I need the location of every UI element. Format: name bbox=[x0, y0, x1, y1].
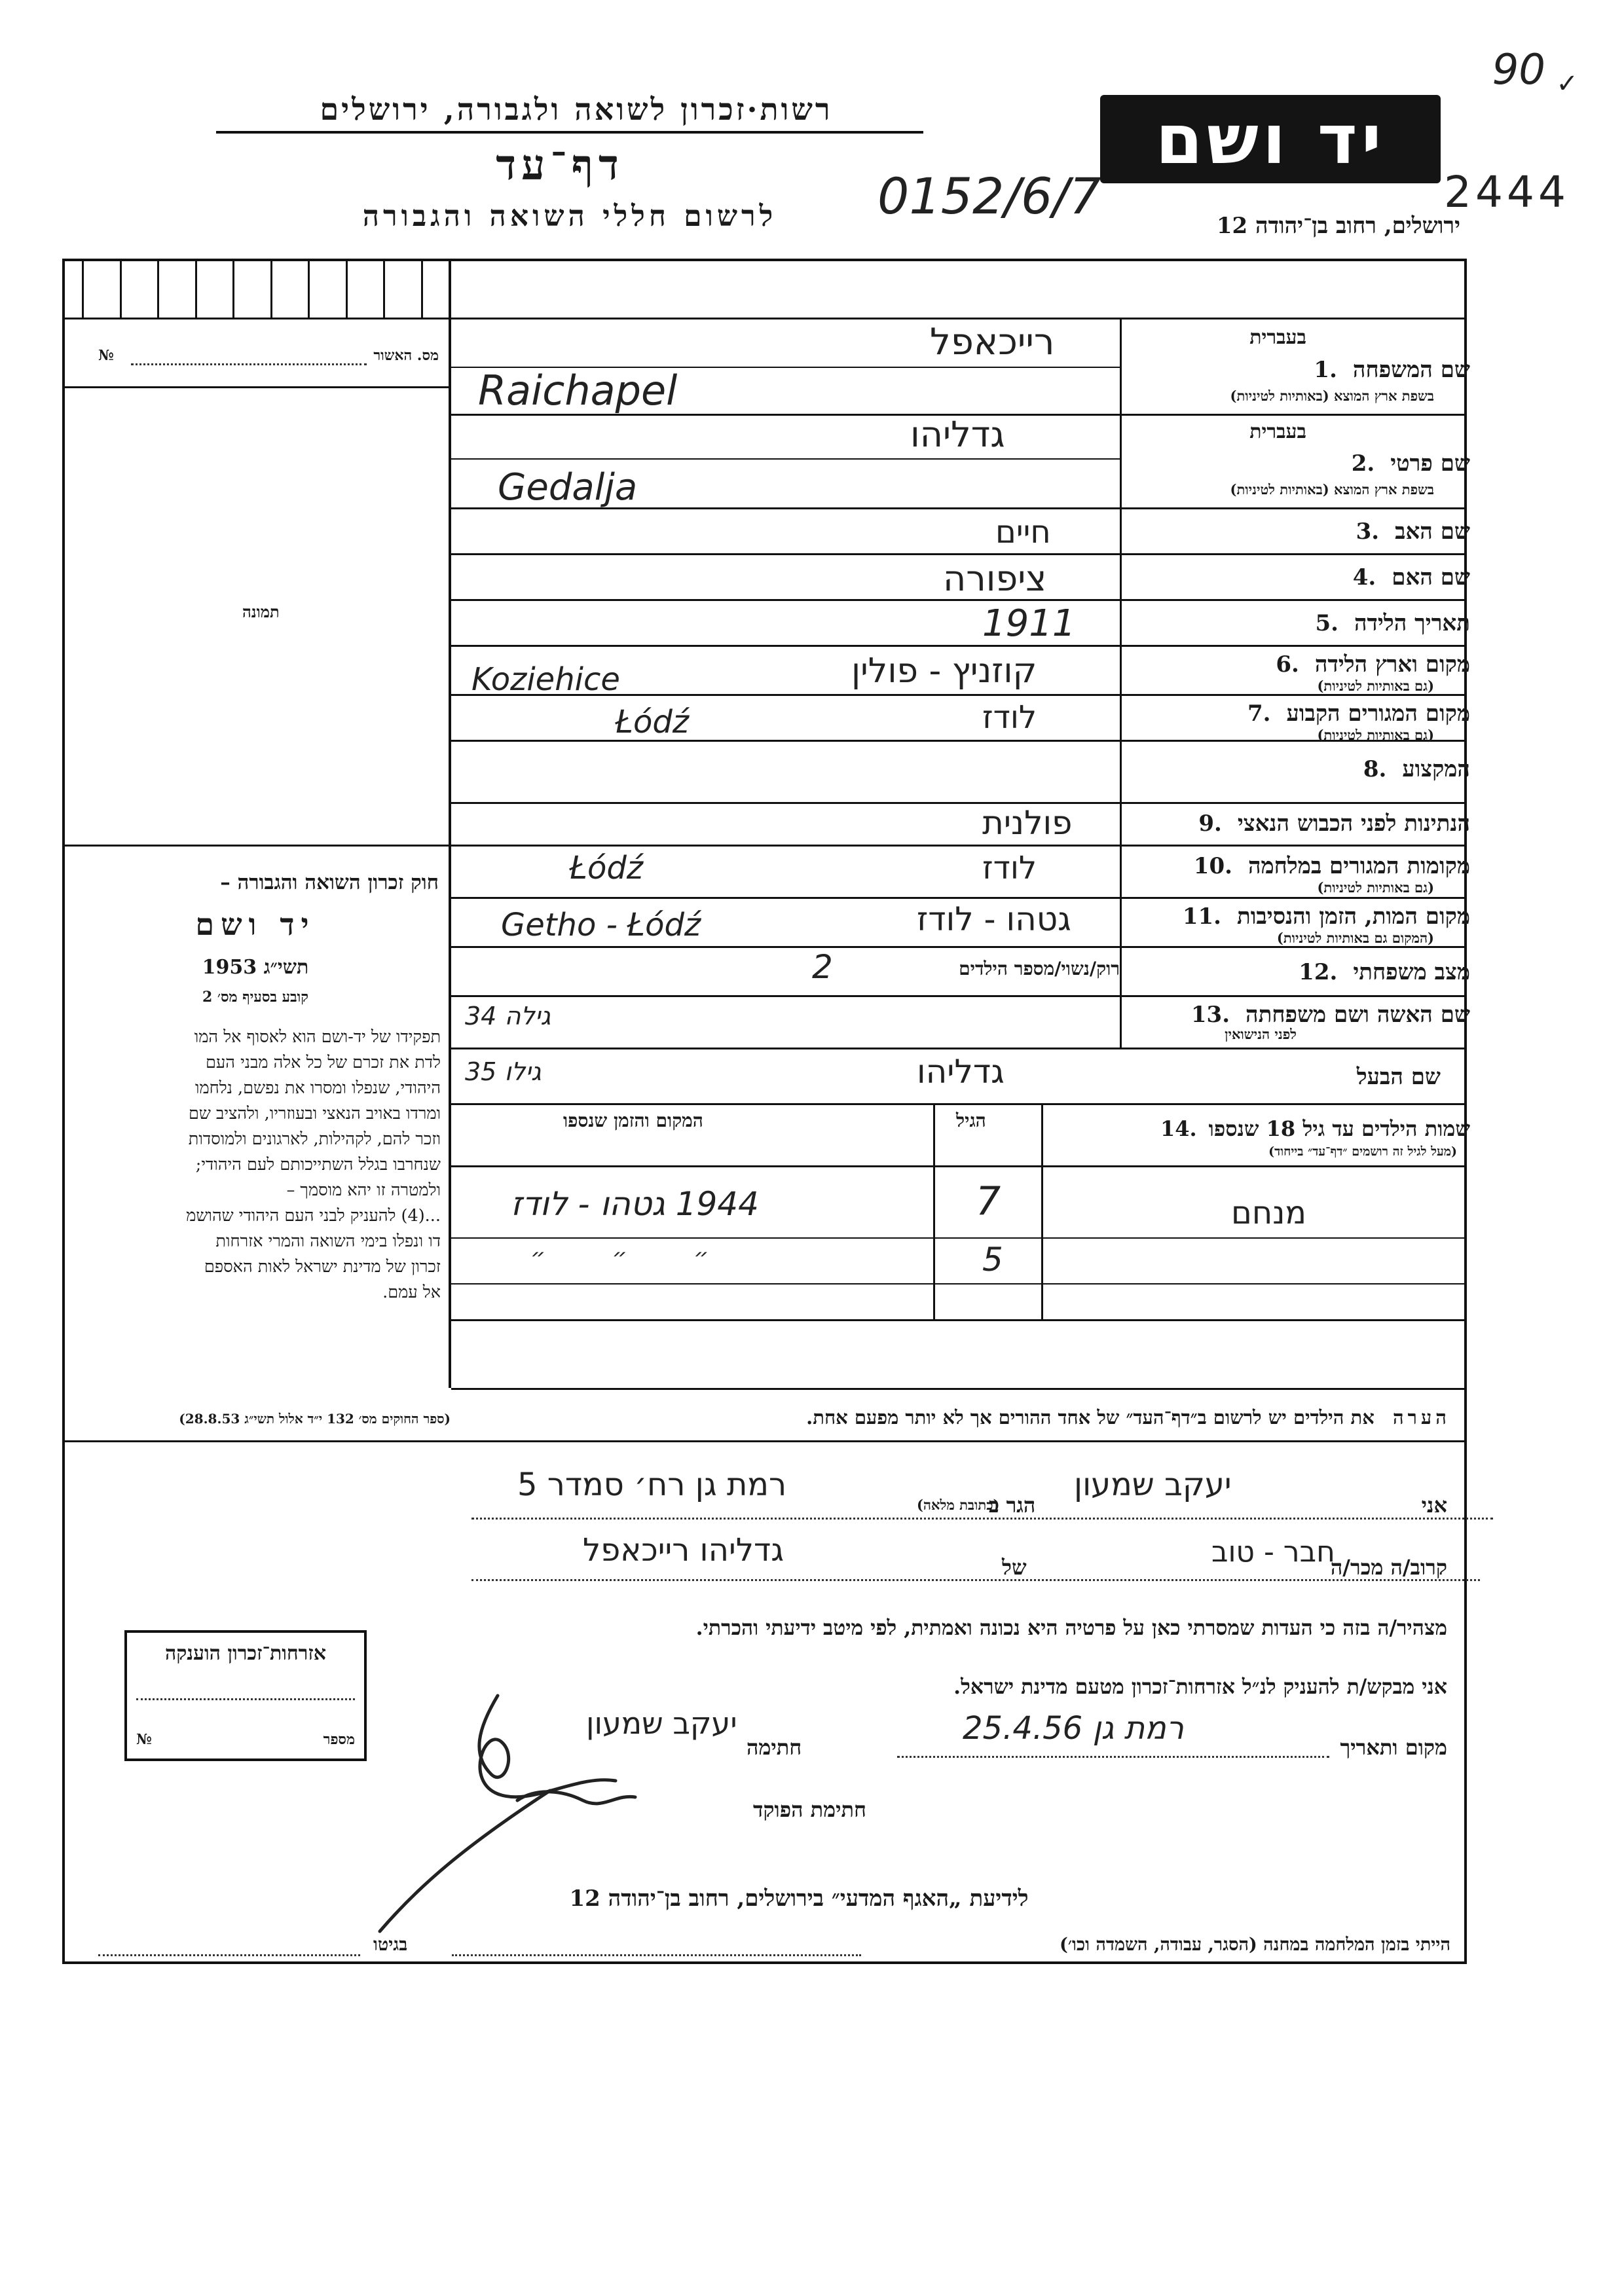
field-1-number: 1. bbox=[1314, 357, 1337, 383]
citizenship-box bbox=[124, 1630, 367, 1761]
field-6-sub: (גם באותיות לטיניות) bbox=[1317, 678, 1434, 694]
note-bottom-line bbox=[62, 1440, 1467, 1442]
law-line: לדת את זכרם של כל אלה מבני העם bbox=[205, 1053, 441, 1072]
child-2-age: 5 bbox=[982, 1241, 1003, 1279]
field-12-text: מצב משפחתי bbox=[1353, 959, 1470, 985]
law-name: יד ושם bbox=[195, 907, 316, 942]
approval-dots bbox=[131, 363, 367, 365]
law-line: ולמטרה זו יהא מוסמך – bbox=[286, 1180, 441, 1200]
field-5-label bbox=[1315, 610, 1470, 636]
file-number: 0152/6/7 bbox=[877, 167, 1101, 225]
field-2-sub: בשפת ארץ המוצא (באותיות לטיניות) bbox=[1230, 481, 1434, 498]
children-label bbox=[1160, 1116, 1470, 1141]
signature-name: יעקב שמעון bbox=[586, 1705, 737, 1741]
decl-subject: גדליהו רייכאפל bbox=[583, 1532, 784, 1569]
row-line bbox=[451, 458, 1120, 460]
decl-statement: מצהיר/ה בזה כי העדות שמסרתי כאן על פרטיה היא נכונה ואמתית, לפי מיטב ידיעתי והכרתי. bbox=[695, 1616, 1447, 1640]
law-line: זכרון של מדינת ישראל לאות האספם bbox=[204, 1257, 441, 1277]
decl-dots bbox=[471, 1518, 1493, 1520]
field-7-label bbox=[1247, 701, 1470, 727]
field-13-sub: לפני הנישואין bbox=[1225, 1026, 1297, 1042]
note-row bbox=[806, 1406, 1450, 1429]
field-11-number: 11. bbox=[1182, 903, 1221, 930]
citizenship-title: אזרחות־זכרון הוענקה bbox=[164, 1642, 327, 1665]
corner-tick: ✓ bbox=[1556, 69, 1578, 99]
form-title: דף־עד bbox=[496, 141, 624, 190]
field-2-sub-top: בעברית bbox=[1249, 420, 1306, 443]
children-text: שמות הילדים עד גיל 18 שנספו bbox=[1208, 1116, 1470, 1141]
field-5-number: 5. bbox=[1315, 610, 1338, 636]
field-9-label bbox=[1198, 811, 1470, 837]
law-clause: קובע בסעיף מס׳ 2 bbox=[202, 989, 309, 1006]
law-source: (ספר החוקים מס׳ 132 י״ד אלול תשי״ג 28.8.53) bbox=[179, 1411, 451, 1427]
field-11-value-lat: Getho - Łódź bbox=[501, 907, 701, 943]
strip-tick bbox=[195, 259, 197, 318]
label-divider bbox=[1120, 318, 1122, 1048]
approval-label: מס. האשור bbox=[373, 347, 439, 364]
place-date-label: מקום ותאריך bbox=[1340, 1735, 1447, 1760]
field-5-text: תאריך הלידה bbox=[1354, 610, 1470, 636]
approval-row bbox=[98, 347, 439, 371]
footer-line: לידיעת „האגף המדעי״ בירושלים, רחוב בן־יהודה 12 bbox=[569, 1886, 1029, 1912]
law-line: וזכר להם, לקהילות, לארגונים ולמוסדות bbox=[188, 1129, 441, 1149]
decl-dots-2 bbox=[471, 1579, 1480, 1581]
place-date-value: רמת גן 25.4.56 bbox=[963, 1710, 1184, 1747]
field-6-value-he: קוזניץ - פולין bbox=[851, 651, 1037, 691]
strip-tick bbox=[308, 259, 310, 318]
field-2-number: 2. bbox=[1351, 450, 1375, 477]
authority-underline bbox=[216, 131, 923, 134]
law-line: ומרדו באויב הנאצי ובעוזריו, ולהציב שם bbox=[188, 1104, 441, 1123]
citizenship-number-label: מספר bbox=[323, 1731, 355, 1748]
row-line bbox=[451, 995, 1467, 997]
field-10-label bbox=[1194, 853, 1470, 879]
photo-top-line bbox=[62, 386, 450, 388]
field-3-number: 3. bbox=[1356, 519, 1380, 545]
decl-address: רמת גן רח׳ סמדר 5 bbox=[517, 1467, 787, 1503]
field-2-label bbox=[1352, 450, 1470, 477]
note-text: את הילדים יש לרשום ב״דף־העד״ של אחד ההורים אך לא יותר מפעם אחת. bbox=[806, 1406, 1375, 1429]
field-12-number: 12. bbox=[1299, 959, 1338, 985]
footer-bottom: הייתי בזמן המלחמה במחנה (הסגר, עבודה, השמדה וכו׳) bbox=[1060, 1935, 1450, 1955]
row-line bbox=[451, 645, 1467, 647]
husband-name: גדליהו bbox=[917, 1053, 1005, 1091]
field-7-number: 7. bbox=[1247, 701, 1271, 727]
husband-label: שם הבעל bbox=[1356, 1064, 1441, 1090]
photo-bottom-line bbox=[62, 845, 450, 847]
decl-of: של bbox=[1002, 1555, 1027, 1580]
children-number: 14. bbox=[1160, 1116, 1197, 1141]
left-column-divider bbox=[449, 259, 451, 1388]
field-13-age: גילה 34 bbox=[465, 1002, 551, 1030]
decl-hint: (כתובת מלאה) bbox=[917, 1497, 1000, 1513]
field-1-sub-top: בעברית bbox=[1249, 326, 1306, 349]
field-1-label bbox=[1314, 357, 1470, 383]
law-line: דו ונפלו בימי השואה והמרי אזרחות bbox=[215, 1231, 441, 1251]
field-7-text: מקום המגורים הקבוע bbox=[1286, 701, 1470, 727]
field-1-value-lat: Raichapel bbox=[478, 367, 678, 414]
field-9-number: 9. bbox=[1198, 811, 1222, 837]
field-10-value-he: לודז bbox=[982, 850, 1037, 886]
citizenship-number-row bbox=[136, 1731, 355, 1748]
officer-label: חתימת הפוקד bbox=[753, 1797, 866, 1822]
field-13-text: שם האשה ושם משפחתה bbox=[1246, 1002, 1470, 1028]
field-1-text: שם המשפחה bbox=[1352, 357, 1470, 383]
field-12-label bbox=[1299, 959, 1470, 985]
field-10-sub: (גם באותיות לטיניות) bbox=[1317, 879, 1434, 896]
field-3-text: שם האב bbox=[1395, 519, 1470, 545]
corner-number: 90 bbox=[1492, 46, 1545, 94]
field-7-sub: (גם באותיות לטיניות) bbox=[1317, 727, 1434, 743]
field-10-text: מקומות המגורים במלחמה bbox=[1247, 853, 1470, 879]
citizenship-dots bbox=[136, 1698, 355, 1700]
row-line bbox=[451, 553, 1467, 555]
field-11-label bbox=[1183, 903, 1470, 930]
child-2-place: ״ ״ ״ bbox=[530, 1244, 709, 1271]
field-3-label bbox=[1356, 519, 1470, 545]
law-line: תפקידו של יד-ושם הוא לאסוף אל המו bbox=[194, 1027, 441, 1047]
children-sub: (מעל לגיל זה רושמים ״דף־עד״ בייחוד) bbox=[1268, 1144, 1457, 1159]
footer-dots bbox=[452, 1954, 861, 1956]
row-line bbox=[451, 897, 1467, 899]
field-5-value: 1911 bbox=[982, 602, 1076, 645]
field-4-label bbox=[1353, 564, 1470, 591]
children-col-place: המקום והזמן שנספו bbox=[563, 1110, 703, 1131]
note-top-line bbox=[451, 1388, 1467, 1390]
row-line bbox=[451, 802, 1467, 804]
children-bottom-line bbox=[451, 1319, 1467, 1321]
field-6-text: מקום וארץ הלידה bbox=[1314, 651, 1470, 678]
strip-tick bbox=[120, 259, 122, 318]
citizenship-no: № bbox=[136, 1731, 152, 1748]
footer-ghetto: בגיטו bbox=[373, 1935, 408, 1955]
field-4-text: שם האם bbox=[1392, 564, 1470, 591]
row-line bbox=[451, 599, 1467, 601]
field-9-text: הנתינות לפני הכבוש הנאצי bbox=[1237, 811, 1470, 837]
top-strip-line bbox=[62, 318, 1467, 319]
child-1-age: 7 bbox=[976, 1178, 1001, 1224]
field-10-value-lat: Łódź bbox=[570, 850, 644, 886]
strip-tick bbox=[383, 259, 385, 318]
child-1-name: מנחם bbox=[1231, 1195, 1307, 1231]
law-text bbox=[71, 1025, 441, 1305]
field-6-label bbox=[1276, 651, 1470, 678]
field-11-text: מקום המות, הזמן והנסיבות bbox=[1236, 903, 1470, 930]
approval-no: № bbox=[98, 347, 114, 364]
form-subtitle: לרשום חללי השואה והגבורה bbox=[362, 200, 777, 233]
field-13-label bbox=[1191, 1002, 1470, 1028]
strip-tick bbox=[270, 259, 272, 318]
field-13-number: 13. bbox=[1190, 1002, 1230, 1028]
field-2-text: שם פרטי bbox=[1390, 450, 1470, 477]
field-8-label bbox=[1363, 756, 1470, 782]
row-line bbox=[451, 1103, 1467, 1105]
field-1-value-he: רייכאפל bbox=[930, 321, 1055, 363]
row-line bbox=[451, 740, 1467, 742]
field-9-value: פולנית bbox=[982, 804, 1073, 842]
decl-relation-prefix: קרוב/ה מכר/ה bbox=[1330, 1555, 1447, 1580]
office-address: ירושלים, רחוב בן־יהודה 12 bbox=[1216, 213, 1460, 239]
strip-tick bbox=[346, 259, 348, 318]
authority-name: רשות·זכרון לשואה ולגבורה, ירושלים bbox=[320, 92, 833, 127]
footer-dots-2 bbox=[98, 1954, 360, 1956]
strip-tick bbox=[82, 259, 84, 318]
strip-tick bbox=[232, 259, 234, 318]
row-line bbox=[451, 1048, 1467, 1049]
decl-request: אני מבקש/ת להעניק לנ״ל אזרחות־זכרון מטעם מדינת ישראל. bbox=[953, 1675, 1447, 1699]
law-line: שנחרבו בגלל השתייכותם לעם היהודי; bbox=[195, 1155, 441, 1175]
field-4-value: ציפורה bbox=[943, 558, 1047, 599]
children-row-line bbox=[451, 1283, 1467, 1285]
decl-relation: חבר - טוב bbox=[1211, 1535, 1335, 1569]
children-header-line bbox=[451, 1165, 1467, 1167]
logo-text: יד ושם bbox=[1155, 99, 1386, 179]
law-line: ...(4) להעניק לבני העם היהודי שהושמ bbox=[186, 1206, 441, 1226]
field-12-children-count: 2 bbox=[812, 948, 833, 986]
children-col-line bbox=[933, 1103, 935, 1319]
children-row-line bbox=[451, 1237, 1467, 1239]
children-col-line bbox=[1041, 1103, 1043, 1319]
children-col-age: הגיל bbox=[956, 1110, 986, 1131]
field-3-value: חיים bbox=[995, 514, 1051, 551]
field-10-number: 10. bbox=[1193, 853, 1232, 879]
strip-tick bbox=[421, 259, 423, 318]
field-7-value-lat: Łódź bbox=[616, 704, 690, 740]
decl-mid: הגר ב bbox=[989, 1493, 1036, 1518]
field-6-value-lat: Koziehice bbox=[471, 661, 620, 698]
field-7-value-he: לודז bbox=[982, 699, 1037, 736]
law-year: תשי״ג 1953 bbox=[202, 956, 309, 979]
husband-age: גילו 35 bbox=[465, 1057, 542, 1086]
note-label: הערה bbox=[1392, 1406, 1450, 1429]
child-1-place: 1944 גטהו - לודז bbox=[511, 1185, 759, 1223]
field-4-number: 4. bbox=[1352, 564, 1376, 591]
field-11-sub: (המקום גם באותיות לטיניות) bbox=[1276, 930, 1434, 946]
decl-name: יעקב שמעון bbox=[1074, 1467, 1232, 1503]
field-12-status-label: רוק/נשוי/מספר הילדים bbox=[959, 958, 1120, 979]
field-8-number: 8. bbox=[1363, 756, 1387, 782]
place-date-dots bbox=[897, 1756, 1329, 1758]
decl-prefix: אני bbox=[1421, 1493, 1447, 1518]
field-2-value-he: גדליהו bbox=[910, 414, 1005, 455]
signature-label: חתימה bbox=[747, 1735, 802, 1760]
law-line: היהודי, שנפלו ומסרו את נפשם, נלחמו bbox=[194, 1078, 441, 1098]
sheet-number: 2444 bbox=[1444, 167, 1570, 217]
strip-tick bbox=[157, 259, 159, 318]
law-title: חוק זכרון השואה והגבורה – bbox=[220, 871, 439, 894]
law-line: אל עמם. bbox=[382, 1283, 441, 1302]
field-2-value-lat: Gedalja bbox=[498, 466, 638, 509]
photo-label: תמונה bbox=[242, 602, 280, 621]
field-11-value-he: גטהו - לודז bbox=[917, 900, 1071, 938]
field-8-text: המקצוע bbox=[1402, 756, 1470, 782]
field-6-number: 6. bbox=[1276, 651, 1299, 678]
yad-vashem-logo bbox=[1100, 95, 1441, 183]
field-1-sub: בשפת ארץ המוצא (באותיות לטיניות) bbox=[1230, 388, 1434, 404]
row-line bbox=[451, 845, 1467, 847]
